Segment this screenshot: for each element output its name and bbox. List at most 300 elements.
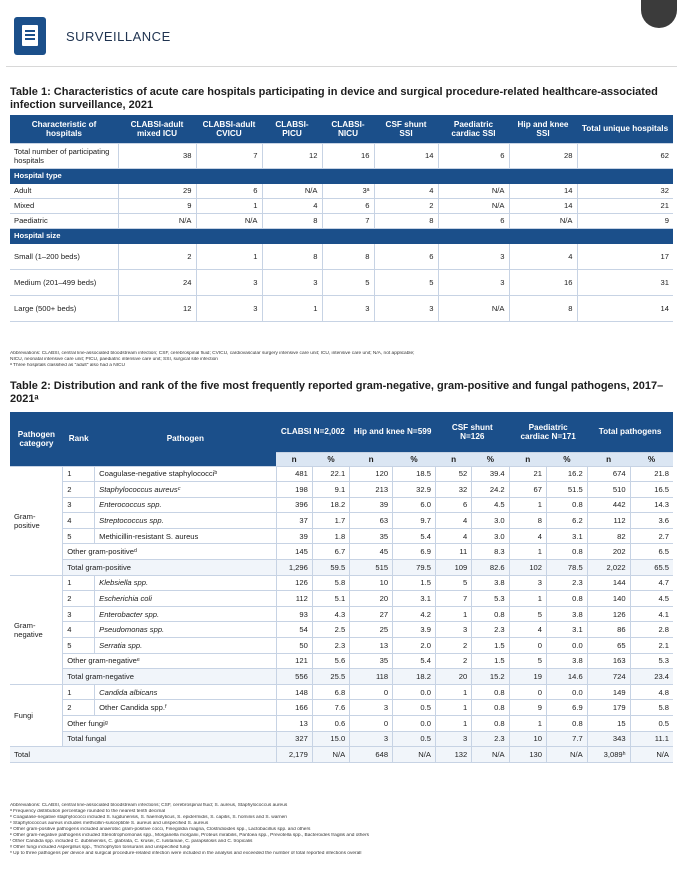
table2-cell: 674 <box>587 466 630 482</box>
table2-total-row <box>10 731 673 747</box>
table2-cell: 3.6 <box>630 513 673 529</box>
table2-pathogen: Coagulase-negative staphylococciᵇ <box>95 466 276 482</box>
table1-cell: 2 <box>374 198 438 213</box>
table2-pct-header: % <box>312 452 349 466</box>
table2-rank: 3 <box>63 497 95 513</box>
table1-row-label: Small (1–200 beds) <box>10 243 118 269</box>
table2-cell: 14.6 <box>547 669 588 685</box>
table2-cell: 0.5 <box>630 716 673 732</box>
table2-cell: 1 <box>509 497 546 513</box>
table2-cell: 35 <box>350 653 393 669</box>
table2-cell: 13 <box>350 638 393 654</box>
table2-pct-header: % <box>630 452 673 466</box>
table2-cell: 22.1 <box>312 466 349 482</box>
table1-cell: 3ᵃ <box>322 183 374 198</box>
table2-pct-header: % <box>393 452 436 466</box>
table2-cell: 24.2 <box>472 482 509 498</box>
table2-cell: 45 <box>350 544 393 560</box>
table2-cell: 82 <box>587 528 630 544</box>
table1 <box>10 115 673 322</box>
table2-row <box>10 497 673 513</box>
table2-note: ᵇ Coagulase-negative staphylococci included S. lugdunensis, S. haemolyticus, S. epidermidis, S. capitis, S. hominis and S. warneri <box>10 815 287 820</box>
table2-cell: 25 <box>350 622 393 638</box>
table2-row <box>10 700 673 716</box>
table2-cell: 121 <box>276 653 312 669</box>
table2-cell: 0.8 <box>547 497 588 513</box>
table2-cell: 25.5 <box>312 669 349 685</box>
table2-cell: 556 <box>276 669 312 685</box>
table2-cell: 4.5 <box>472 497 509 513</box>
table2-cell: 4 <box>435 513 471 529</box>
table2-cell: 109 <box>435 560 471 576</box>
table1-cell: 6 <box>196 183 262 198</box>
table2-pathogen: Escherichia coli <box>95 591 276 607</box>
table1-row-label: Total number of participating hospitals <box>10 143 118 168</box>
table2-cell: 0.6 <box>312 716 349 732</box>
table2-n-header: n <box>509 452 546 466</box>
table2-cell: 82.6 <box>472 560 509 576</box>
table1-cell: 5 <box>322 269 374 295</box>
table1-row-label: Adult <box>10 183 118 198</box>
table2-cell: 9.7 <box>393 513 436 529</box>
table2-pathogen: Other gram-positiveᵈ <box>63 544 276 560</box>
table1-column-header: Hip and knee SSI <box>509 115 577 143</box>
table2-cell: 2.3 <box>472 731 509 747</box>
table2-group-header: Total pathogens <box>587 412 673 452</box>
table1-column-header: Total unique hospitals <box>577 115 673 143</box>
table1-cell: 1 <box>196 198 262 213</box>
table2-cell: 5.8 <box>630 700 673 716</box>
table2-cell: 0.8 <box>472 700 509 716</box>
table2-header-row <box>10 412 673 452</box>
table2-cell: 0 <box>350 716 393 732</box>
table2-cell: 2 <box>435 653 471 669</box>
table1-cell: 6 <box>322 198 374 213</box>
table2-cell: 4 <box>509 528 546 544</box>
table2-cell: 510 <box>587 482 630 498</box>
table2-cell: 10 <box>350 575 393 591</box>
table2-cell: 3.9 <box>393 622 436 638</box>
table2-row <box>10 638 673 654</box>
table2-cell: 4 <box>435 528 471 544</box>
table2-rank: 2 <box>63 700 95 716</box>
table2-cell: 102 <box>509 560 546 576</box>
table1-cell: 14 <box>577 295 673 321</box>
table1-cell: 38 <box>118 143 196 168</box>
table2-cell: 1.5 <box>393 575 436 591</box>
corner-shape <box>641 0 677 28</box>
table2-cell: 50 <box>276 638 312 654</box>
table1-cell: 6 <box>374 243 438 269</box>
table2-cell: 149 <box>587 684 630 700</box>
table2-cell: 1 <box>509 544 546 560</box>
table1-cell: N/A <box>509 213 577 228</box>
table2-cell: 51.5 <box>547 482 588 498</box>
table2-group-header: CSF shunt N=126 <box>435 412 509 452</box>
table1-cell: N/A <box>196 213 262 228</box>
table2-cell: 14.3 <box>630 497 673 513</box>
table2-pathogen: Total gram-negative <box>63 669 276 685</box>
table1-cell: 7 <box>322 213 374 228</box>
table2-pathogen: Klebsiella spp. <box>95 575 276 591</box>
table2-cell: 4.2 <box>393 606 436 622</box>
table1-row-label: Mixed <box>10 198 118 213</box>
table2-cell: 15 <box>587 716 630 732</box>
table2-pathogen: Other fungiᵍ <box>63 716 276 732</box>
table1-cell: 3 <box>196 269 262 295</box>
table2-cell: N/A <box>547 747 588 763</box>
table2-cell: 5.4 <box>393 528 436 544</box>
document-icon <box>14 17 46 55</box>
table2-cell: 67 <box>509 482 546 498</box>
table2-cell: 140 <box>587 591 630 607</box>
table2-row <box>10 544 673 560</box>
table2-cell: 0.5 <box>393 700 436 716</box>
table2-note: ᵈ Other gram-positive pathogens included anaerobic gram-positive cocci, Finegoldia magna, Clostridioides spp., Lactobacillus spp. and others <box>10 827 311 832</box>
table1-row <box>10 198 673 213</box>
table1-cell: 8 <box>262 243 322 269</box>
table1-cell: 6 <box>438 143 509 168</box>
table1-cell: 8 <box>262 213 322 228</box>
table1-cell: 1 <box>196 243 262 269</box>
table2-cell: 39 <box>276 528 312 544</box>
table2-cell: 8.3 <box>472 544 509 560</box>
table2-cell: 3.8 <box>547 653 588 669</box>
table2-cell: 126 <box>587 606 630 622</box>
table2-cell: 6.0 <box>393 497 436 513</box>
table2-cell: 3.0 <box>472 528 509 544</box>
table2-cell: 0.8 <box>547 591 588 607</box>
table2-cell: 2.3 <box>547 575 588 591</box>
table2-rank: 4 <box>63 622 95 638</box>
table1-cell: 1 <box>262 295 322 321</box>
table1-row <box>10 143 673 168</box>
table1-section-header <box>10 228 673 243</box>
table2-cell: 2,022 <box>587 560 630 576</box>
table2-cell: 4.5 <box>630 591 673 607</box>
table2-cell: 4.3 <box>312 606 349 622</box>
table2-cell: 4.1 <box>630 606 673 622</box>
table2-cell: 2.7 <box>630 528 673 544</box>
table1-cell: 24 <box>118 269 196 295</box>
table2-pathogen: Candida albicans <box>95 684 276 700</box>
table2-pathogen: Enterococcus spp. <box>95 497 276 513</box>
table2-cell: 27 <box>350 606 393 622</box>
table2 <box>10 412 673 763</box>
table2-group-header: Paediatric cardiac N=171 <box>509 412 587 452</box>
table1-cell: 9 <box>118 198 196 213</box>
table2-cell: 0.5 <box>393 731 436 747</box>
table2-cell: 3.8 <box>472 575 509 591</box>
table2-cell: 5 <box>435 575 471 591</box>
table1-cell: 17 <box>577 243 673 269</box>
table2-cell: 126 <box>276 575 312 591</box>
table2-cell: 3 <box>350 731 393 747</box>
table2-cell: 396 <box>276 497 312 513</box>
table2-n-header: n <box>276 452 312 466</box>
table2-cell: 3.0 <box>472 513 509 529</box>
table2-cell: 3 <box>435 731 471 747</box>
table2-cell: 144 <box>587 575 630 591</box>
table2-group-header: Hip and knee N=599 <box>350 412 436 452</box>
table2-pct-header: % <box>472 452 509 466</box>
table2-rank: 5 <box>63 528 95 544</box>
table2-cell: 112 <box>276 591 312 607</box>
table2-cell: 54 <box>276 622 312 638</box>
table2-cell: N/A <box>393 747 436 763</box>
table2-total-label: Total <box>10 747 276 763</box>
table2-cell: N/A <box>312 747 349 763</box>
table2-cell: 5 <box>509 606 546 622</box>
table1-row-label: Medium (201–499 beds) <box>10 269 118 295</box>
table2-cell: 2.5 <box>312 622 349 638</box>
table2-cell: 3.1 <box>393 591 436 607</box>
table1-cell: 3 <box>374 295 438 321</box>
table2-cell: 4 <box>509 622 546 638</box>
table2-cell: 3 <box>509 575 546 591</box>
table2-cell: 0.8 <box>472 606 509 622</box>
table1-cell: 8 <box>509 295 577 321</box>
table2-cell: 65.5 <box>630 560 673 576</box>
table2-cell: 4.8 <box>630 684 673 700</box>
table2-cell: 0.8 <box>547 716 588 732</box>
table1-notes <box>10 351 673 369</box>
table2-cell: 2.3 <box>472 622 509 638</box>
table1-row-label: Large (500+ beds) <box>10 295 118 321</box>
table1-cell: 9 <box>577 213 673 228</box>
table1-cell: 3 <box>438 243 509 269</box>
divider <box>6 66 677 67</box>
table2-header-rank: Rank <box>63 412 95 466</box>
table2-cell: 37 <box>276 513 312 529</box>
table1-cell: 8 <box>374 213 438 228</box>
table2-cell: 1 <box>435 716 471 732</box>
table2-cell: 18.2 <box>312 497 349 513</box>
table2-cell: 8 <box>509 513 546 529</box>
table2-cell: 1,296 <box>276 560 312 576</box>
table1-note: NICU, neonatal intensive care unit; PICU, paediatric intensive care unit; SSI, surgical site infection <box>10 357 218 362</box>
table2-cell: 1 <box>435 606 471 622</box>
table2-note: ᶠ Other Candida spp. included C. dubliniensis, C. glabrata, C. krusei, C. lusitaniae, C. parapsilosis and C. tropicalis <box>10 839 253 844</box>
table2-cell: 13 <box>276 716 312 732</box>
table2-cell: 78.5 <box>547 560 588 576</box>
table2-note: ʰ Up to three pathogens per device and surgical procedure-related infection were included in the analysis and exceeded the number of total reported infections overall <box>10 851 362 856</box>
table2-pathogen: Total fungal <box>63 731 276 747</box>
table2-cell: 1.5 <box>472 653 509 669</box>
table1-cell: 12 <box>118 295 196 321</box>
table2-cell: 0.0 <box>547 684 588 700</box>
table2-cell: 11.1 <box>630 731 673 747</box>
table2-cell: 515 <box>350 560 393 576</box>
table2-header-pathogen: Pathogen <box>95 412 276 466</box>
table2-cell: 2,179 <box>276 747 312 763</box>
table2-notes <box>10 803 673 857</box>
table1-cell: N/A <box>438 295 509 321</box>
table2-pathogen: Methicillin-resistant S. aureus <box>95 528 276 544</box>
table1-cell: 2 <box>118 243 196 269</box>
table1-cell: 12 <box>262 143 322 168</box>
table2-cell: 0.8 <box>472 684 509 700</box>
table1-column-header: Characteristic of hospitals <box>10 115 118 143</box>
table1-cell: 29 <box>118 183 196 198</box>
table2-pct-header: % <box>547 452 588 466</box>
table2-row <box>10 591 673 607</box>
table2-row <box>10 622 673 638</box>
table2-cell: 1.5 <box>472 638 509 654</box>
table2-category: Gram-positive <box>10 466 63 575</box>
table2-cell: 19 <box>509 669 546 685</box>
table2-cell: 112 <box>587 513 630 529</box>
table2-cell: 35 <box>350 528 393 544</box>
table1-column-header: Paediatric cardiac SSI <box>438 115 509 143</box>
table2-cell: 163 <box>587 653 630 669</box>
table2-row <box>10 653 673 669</box>
table2-cell: 59.5 <box>312 560 349 576</box>
table2-cell: 9.1 <box>312 482 349 498</box>
table2-cell: 343 <box>587 731 630 747</box>
table1-row <box>10 295 673 321</box>
table2-cell: 4.7 <box>630 575 673 591</box>
table1-cell: 31 <box>577 269 673 295</box>
table2-cell: 3.1 <box>547 528 588 544</box>
table2-cell: 132 <box>435 747 471 763</box>
table2-grand-total-row <box>10 747 673 763</box>
table2-cell: 166 <box>276 700 312 716</box>
table2-cell: 9 <box>509 700 546 716</box>
table1-row <box>10 243 673 269</box>
table1-column-header: CLABSI-adult CVICU <box>196 115 262 143</box>
table2-group-header: CLABSI N=2,002 <box>276 412 350 452</box>
table1-cell: N/A <box>262 183 322 198</box>
table2-cell: 179 <box>587 700 630 716</box>
table2-cell: 0.0 <box>547 638 588 654</box>
table1-section-header <box>10 168 673 183</box>
table2-cell: 5.4 <box>393 653 436 669</box>
table2-pathogen: Other gram-negativeᵉ <box>63 653 276 669</box>
table2-cell: 79.5 <box>393 560 436 576</box>
table2-rank: 3 <box>63 606 95 622</box>
table2-row <box>10 528 673 544</box>
table2-cell: 130 <box>509 747 546 763</box>
table2-cell: 120 <box>350 466 393 482</box>
table2-cell: 1 <box>509 716 546 732</box>
table2-cell: 5.3 <box>472 591 509 607</box>
table1-cell: 7 <box>196 143 262 168</box>
table2-cell: 1.8 <box>312 528 349 544</box>
table2-cell: 1 <box>435 684 471 700</box>
table2-cell: 0 <box>509 638 546 654</box>
table2-cell: 0.8 <box>472 716 509 732</box>
table2-cell: 15.0 <box>312 731 349 747</box>
page-header <box>14 16 171 56</box>
table2-cell: 5.1 <box>312 591 349 607</box>
table2-cell: 481 <box>276 466 312 482</box>
table2-cell: 327 <box>276 731 312 747</box>
table2-cell: 5.3 <box>630 653 673 669</box>
table2-cell: 1.7 <box>312 513 349 529</box>
table2-cell: 1 <box>509 591 546 607</box>
table2-cell: 3,089ʰ <box>587 747 630 763</box>
table2-cell: 10 <box>509 731 546 747</box>
table2-cell: 442 <box>587 497 630 513</box>
table2-cell: 6.9 <box>393 544 436 560</box>
table2-n-header: n <box>587 452 630 466</box>
table2-cell: 2 <box>435 638 471 654</box>
table2-pathogen: Streptococcus spp. <box>95 513 276 529</box>
table1-cell: 16 <box>509 269 577 295</box>
table1-cell: N/A <box>438 198 509 213</box>
table2-pathogen: Total gram-positive <box>63 560 276 576</box>
table2-cell: 3 <box>350 700 393 716</box>
table2-cell: 3.1 <box>547 622 588 638</box>
table1-cell: 4 <box>374 183 438 198</box>
table1-column-header: CLABSI-NICU <box>322 115 374 143</box>
table1-note: Abbreviations: CLABSI, central line-associated bloodstream infection; CSF, cerebrospinal fluid; CVICU, cardiovascular surgery intensive care unit; ICU, intensive care unit; N/A, not applicable; <box>10 351 415 356</box>
table2-row <box>10 575 673 591</box>
table2-cell: 7 <box>435 591 471 607</box>
table2-cell: 21 <box>509 466 546 482</box>
table2-cell: 202 <box>587 544 630 560</box>
table2-rank: 1 <box>63 684 95 700</box>
table1-row-label: Paediatric <box>10 213 118 228</box>
table2-row <box>10 482 673 498</box>
table2-cell: 39.4 <box>472 466 509 482</box>
table2-note: ᵃ Frequency distribution percentage rounded to the nearest tenth decimal <box>10 809 166 814</box>
table1-cell: 4 <box>262 198 322 213</box>
table2-cell: 32.9 <box>393 482 436 498</box>
table1-note: ᵃ Three hospitals classified as "adult" also had a NICU <box>10 363 125 368</box>
table2-cell: 648 <box>350 747 393 763</box>
table2-header-category: Pathogen category <box>10 412 63 466</box>
table2-cell: 213 <box>350 482 393 498</box>
table2-cell: 0 <box>350 684 393 700</box>
table1-row <box>10 183 673 198</box>
table2-cell: 20 <box>435 669 471 685</box>
table2-rank: 4 <box>63 513 95 529</box>
table1-cell: 6 <box>438 213 509 228</box>
table2-pathogen: Other Candida spp.ᶠ <box>95 700 276 716</box>
table2-cell: 2.8 <box>630 622 673 638</box>
table2-note: Abbreviations: CLABSI, central line-associated bloodstream infections; CSF, cerebrospinal fluid; S. aureus, Staphylococcus aureus <box>10 803 288 808</box>
table2-cell: 0 <box>509 684 546 700</box>
table2-cell: 2.3 <box>312 638 349 654</box>
table2-cell: 6.2 <box>547 513 588 529</box>
table2-cell: 148 <box>276 684 312 700</box>
table2-cell: 7.6 <box>312 700 349 716</box>
table2-row <box>10 716 673 732</box>
table1-cell: 21 <box>577 198 673 213</box>
table1-cell: 14 <box>374 143 438 168</box>
table2-cell: 0.0 <box>393 716 436 732</box>
table2-cell: 32 <box>435 482 471 498</box>
table2-note: ᶜ Staphylococcus aureus includes methicillin-susceptible S. aureus and unspecified S. aureus <box>10 821 209 826</box>
table2-total-row <box>10 669 673 685</box>
table2-category: Gram-negative <box>10 575 63 684</box>
table1-cell: 5 <box>374 269 438 295</box>
table2-cell: 18.2 <box>393 669 436 685</box>
table1-title: Table 1: Characteristics of acute care hospitals participating in device and surgical procedure-related healthcare-associated infection surveillance, 2021 <box>10 86 658 111</box>
table2-cell: 6.7 <box>312 544 349 560</box>
table2-cell: 93 <box>276 606 312 622</box>
table2-rank: 2 <box>63 482 95 498</box>
table2-cell: 0.8 <box>547 544 588 560</box>
table2-category: Fungi <box>10 684 63 746</box>
table1-cell: N/A <box>118 213 196 228</box>
table2-rank: 5 <box>63 638 95 654</box>
table2-cell: 2.0 <box>393 638 436 654</box>
table2-row <box>10 606 673 622</box>
table2-pathogen: Staphylococcus aureusᶜ <box>95 482 276 498</box>
